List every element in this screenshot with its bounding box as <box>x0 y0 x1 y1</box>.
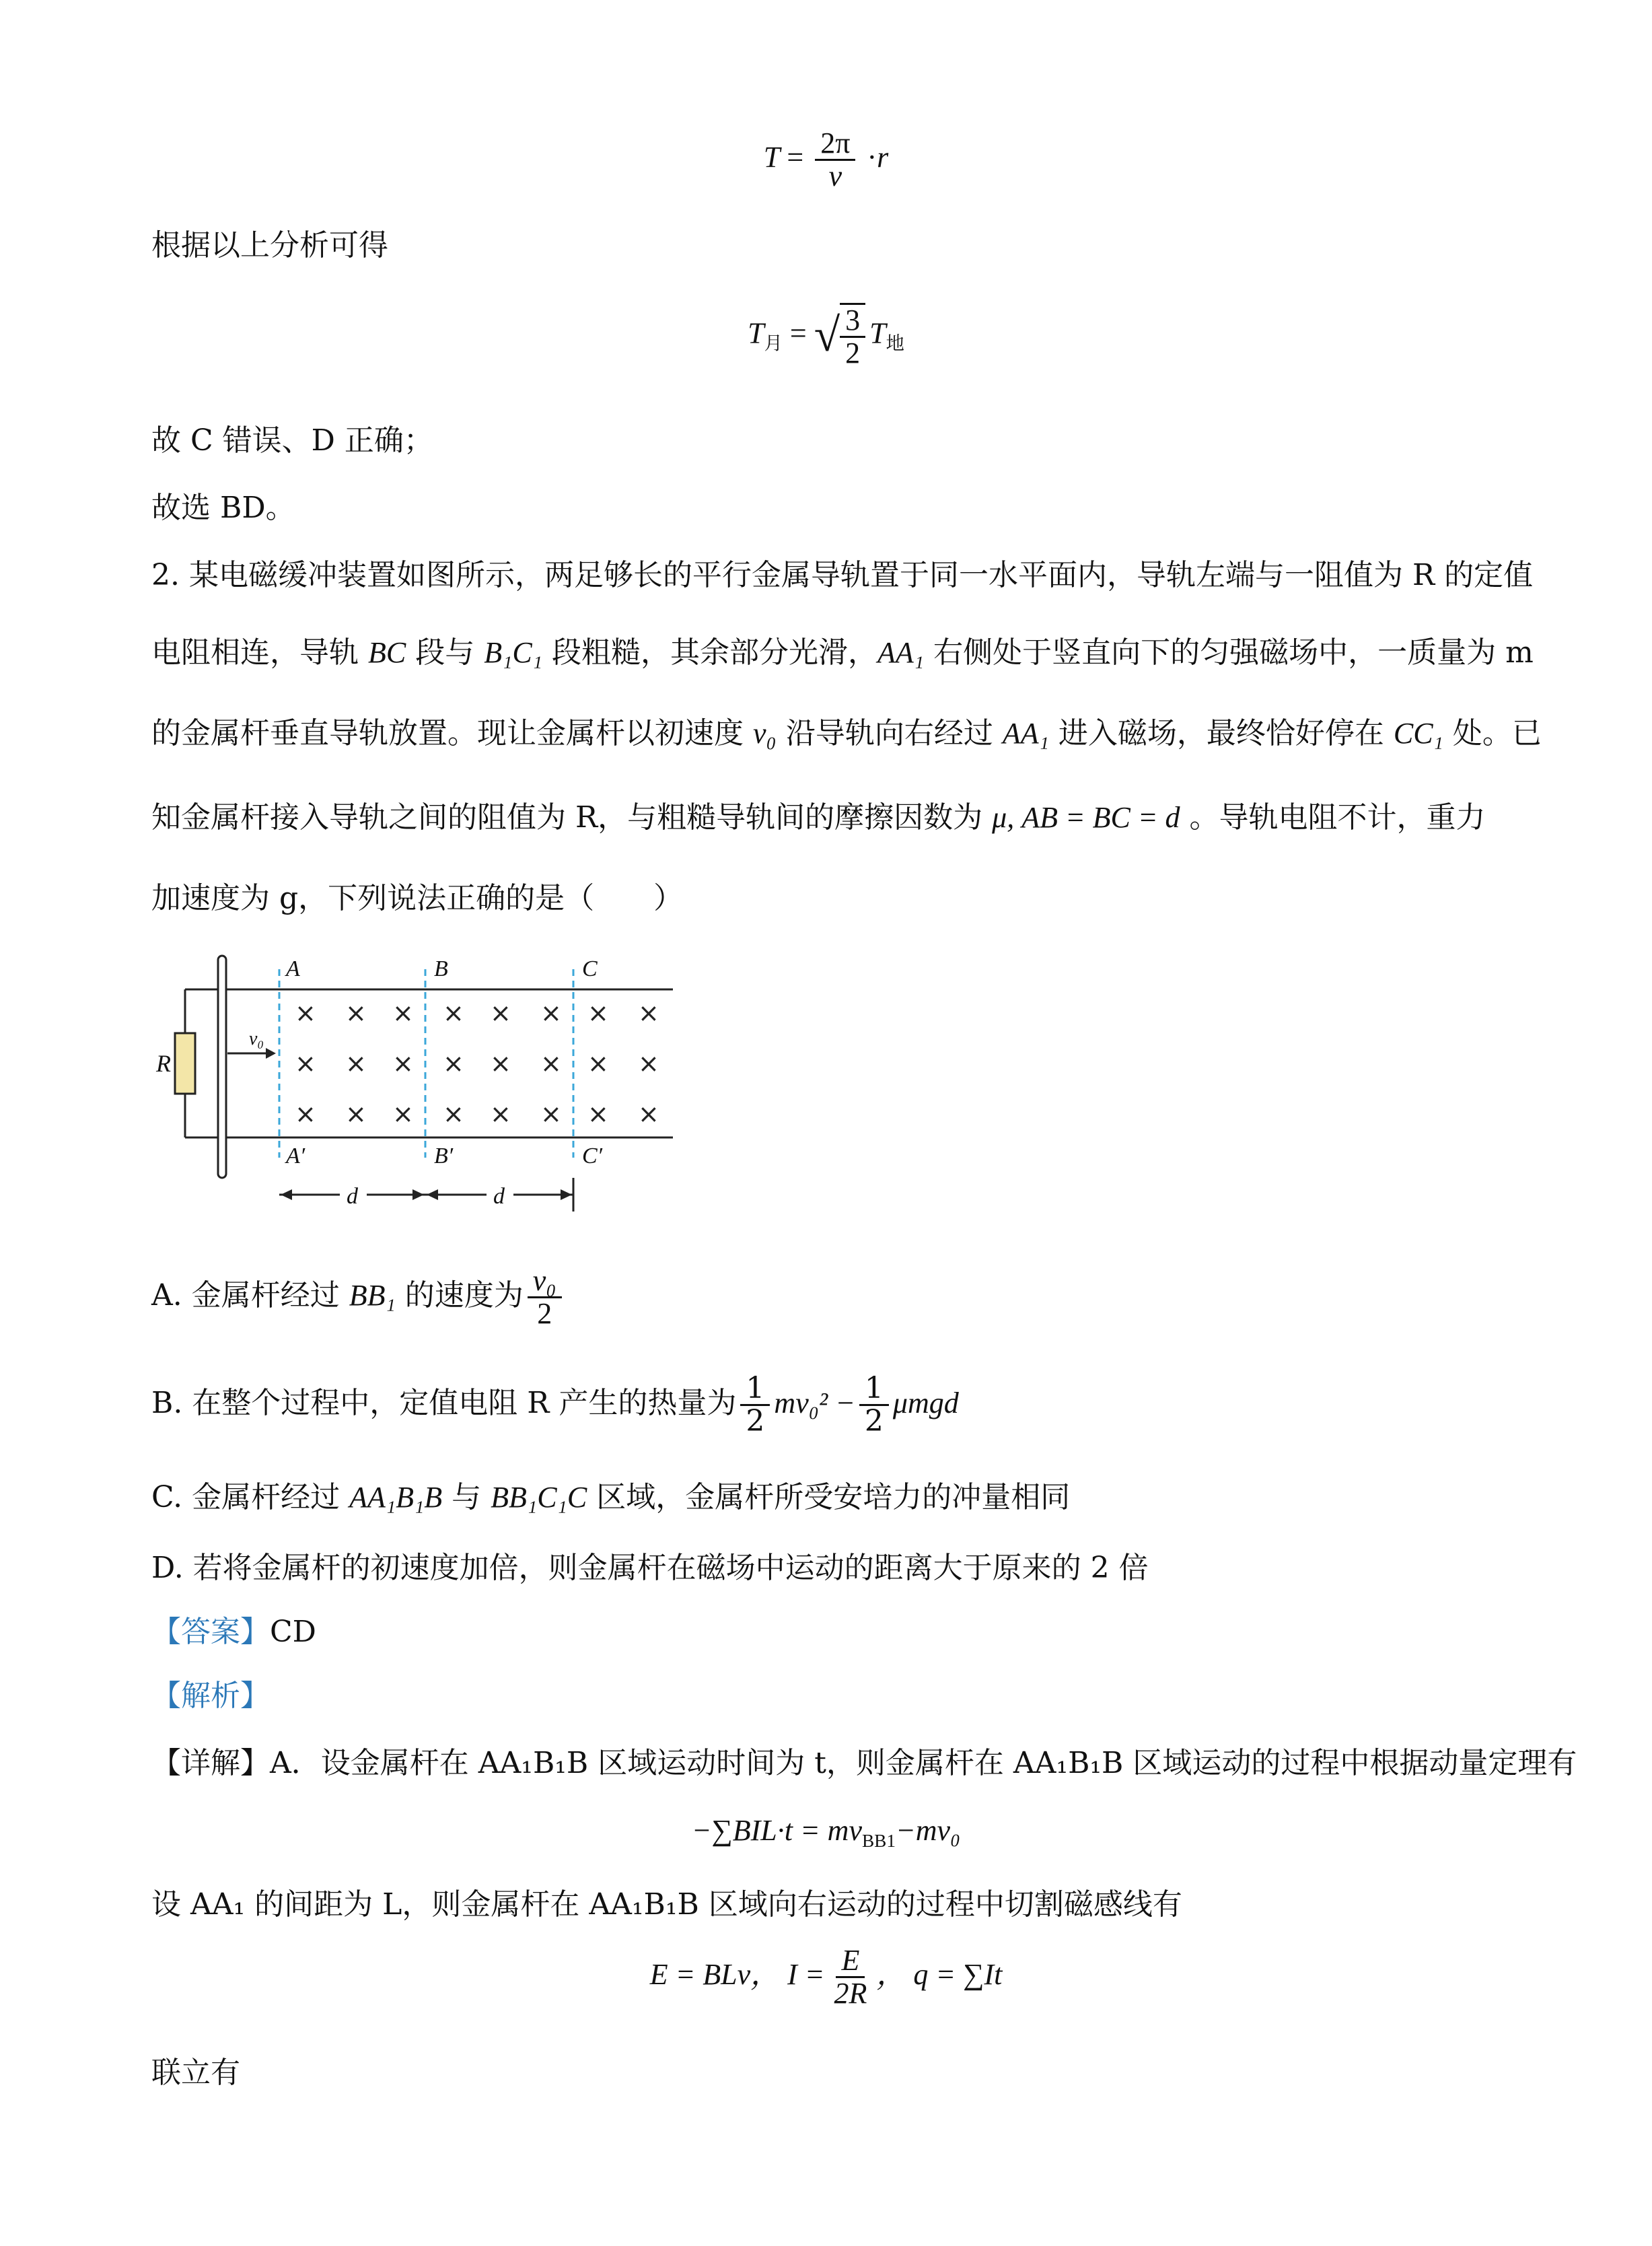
velocity-arrow-head <box>266 1048 276 1059</box>
fraction-half-2: $\frac{1}{2}$ <box>859 1373 889 1437</box>
velocity-label: v₀ <box>249 1028 264 1049</box>
text-c-wrong: 故 C 错误、D 正确； <box>151 423 433 458</box>
equation-momentum: $-\sum BIL\cdot t = mv_{BB1}-mv_0$ <box>691 1814 961 1851</box>
field-cross: × <box>587 998 609 1028</box>
field-cross: × <box>490 1049 511 1078</box>
field-cross: × <box>345 1049 367 1078</box>
arrow-left-2 <box>427 1189 438 1200</box>
fraction-3-over-2: $\frac{3}{2}$ <box>840 303 865 369</box>
field-cross: × <box>443 1099 464 1129</box>
answer-value: CD <box>270 1615 316 1649</box>
circuit-figure <box>148 942 680 1225</box>
field-cross: × <box>587 1099 609 1129</box>
text-choose-bd: 故选 BD。 <box>151 491 295 525</box>
field-cross: × <box>295 1049 316 1078</box>
label-c: C <box>582 956 598 981</box>
field-cross: × <box>392 998 414 1028</box>
detail-line-1: 【详解】A．设金属杆在 AA₁B₁B 区域运动时间为 t，则金属杆在 AA₁B₁B 区域运动的过程中根据动量定理有 <box>151 1746 1577 1780</box>
field-cross: × <box>392 1099 414 1129</box>
option-d: D. 若将金属杆的初速度加倍，则金属杆在磁场中运动的距离大于原来的 2 倍 <box>151 1551 1149 1585</box>
field-cross: × <box>345 998 367 1028</box>
label-b: B <box>434 956 448 981</box>
option-c: C. 金属杆经过 AA₁B₁B 与 BB₁C₁C 区域，金属杆所受安培力的冲量相同 <box>151 1480 1071 1514</box>
field-cross: × <box>490 1099 511 1129</box>
field-cross: × <box>638 1049 659 1078</box>
fraction-e-over-2r: $\frac{E}{2R}$ <box>834 1944 867 2010</box>
text-analysis: 根据以上分析可得 <box>151 228 388 262</box>
option-a: A. 金属杆经过 BB₁ 的速度为 $\frac{\text{v₀}}{2}$ <box>151 1265 566 1329</box>
fraction-2pi-over-v: $\frac{2\pi}{v}$ <box>815 128 855 192</box>
field-cross: × <box>392 1049 414 1078</box>
field-cross: × <box>443 998 464 1028</box>
label-c-prime: C′ <box>582 1144 603 1168</box>
fraction-half-1: $\frac{1}{2}$ <box>740 1373 770 1437</box>
question-line-5: 加速度为 g，下列说法正确的是（ ） <box>151 881 684 915</box>
field-cross: × <box>490 998 511 1028</box>
answer-line <box>151 1612 316 1652</box>
detail-line-2: 设 AA₁ 的间距为 L，则金属杆在 AA₁B₁B 区域向右运动的过程中切割磁感线有 <box>151 1887 1182 1922</box>
distance-label-1: d <box>347 1184 358 1209</box>
distance-label-2: d <box>493 1184 505 1209</box>
field-cross: × <box>540 1099 562 1129</box>
field-cross: × <box>638 1099 659 1129</box>
metal-rod <box>218 956 226 1178</box>
label-a: A <box>286 956 300 981</box>
fraction-v0-over-2: $\frac{\text{v₀}}{2}$ <box>528 1265 562 1329</box>
label-b-prime: B′ <box>434 1144 454 1168</box>
magnetic-field-crosses <box>295 998 659 1129</box>
resistor <box>175 1033 195 1094</box>
arrow-right-2 <box>561 1189 572 1200</box>
question-line-3: 的金属杆垂直导轨放置。现让金属杆以初速度 v₀ 沿导轨向右经过 AA₁ 进入磁场，最终恰好停在 CC₁ 处。已 <box>151 716 1542 750</box>
field-cross: × <box>443 1049 464 1078</box>
option-b: B. 在整个过程中，定值电阻 R 产生的热量为 $\frac{1}{2}$ mv₀² − $\frac{1}{2}$ μmgd <box>151 1371 959 1439</box>
detail-line-3: 联立有 <box>151 2056 240 2090</box>
field-cross: × <box>540 1049 562 1078</box>
field-cross: × <box>345 1099 367 1129</box>
field-cross: × <box>587 1049 609 1078</box>
arrow-left-1 <box>281 1189 292 1200</box>
question-line-4: 知金属杆接入导轨之间的阻值为 R，与粗糙导轨间的摩擦因数为 μ, AB = BC = d 。导轨电阻不计，重力 <box>151 800 1486 835</box>
arrow-right-1 <box>412 1189 424 1200</box>
field-cross: × <box>638 998 659 1028</box>
field-cross: × <box>295 1099 316 1129</box>
analysis-label: 【解析】 <box>151 1679 270 1713</box>
equation-moon-period: $T_月$ = √ $\frac{3}{2}$ $T_地$ <box>748 304 904 370</box>
resistor-label: R <box>156 1050 171 1077</box>
label-a-prime: A′ <box>286 1144 306 1168</box>
field-cross: × <box>295 998 316 1028</box>
equation-period: T = $\frac{2\pi}{v}$ ·r <box>763 127 889 193</box>
answer-label: 【答案】 <box>151 1615 270 1649</box>
equation-emf-current: E = BLv， I = $\frac{E}{2R}$ ， q = ∑It <box>649 1944 1003 2010</box>
field-cross: × <box>540 998 562 1028</box>
question-line-1: 2. 某电磁缓冲装置如图所示，两足够长的平行金属导轨置于同一水平面内，导轨左端与一阻值为 R 的定值 <box>151 558 1534 592</box>
question-line-2: 电阻相连，导轨 BC 段与 B₁C₁ 段粗糙，其余部分光滑，AA₁ 右侧处于竖直向下的匀强磁场中，一质量为 m <box>151 635 1534 670</box>
